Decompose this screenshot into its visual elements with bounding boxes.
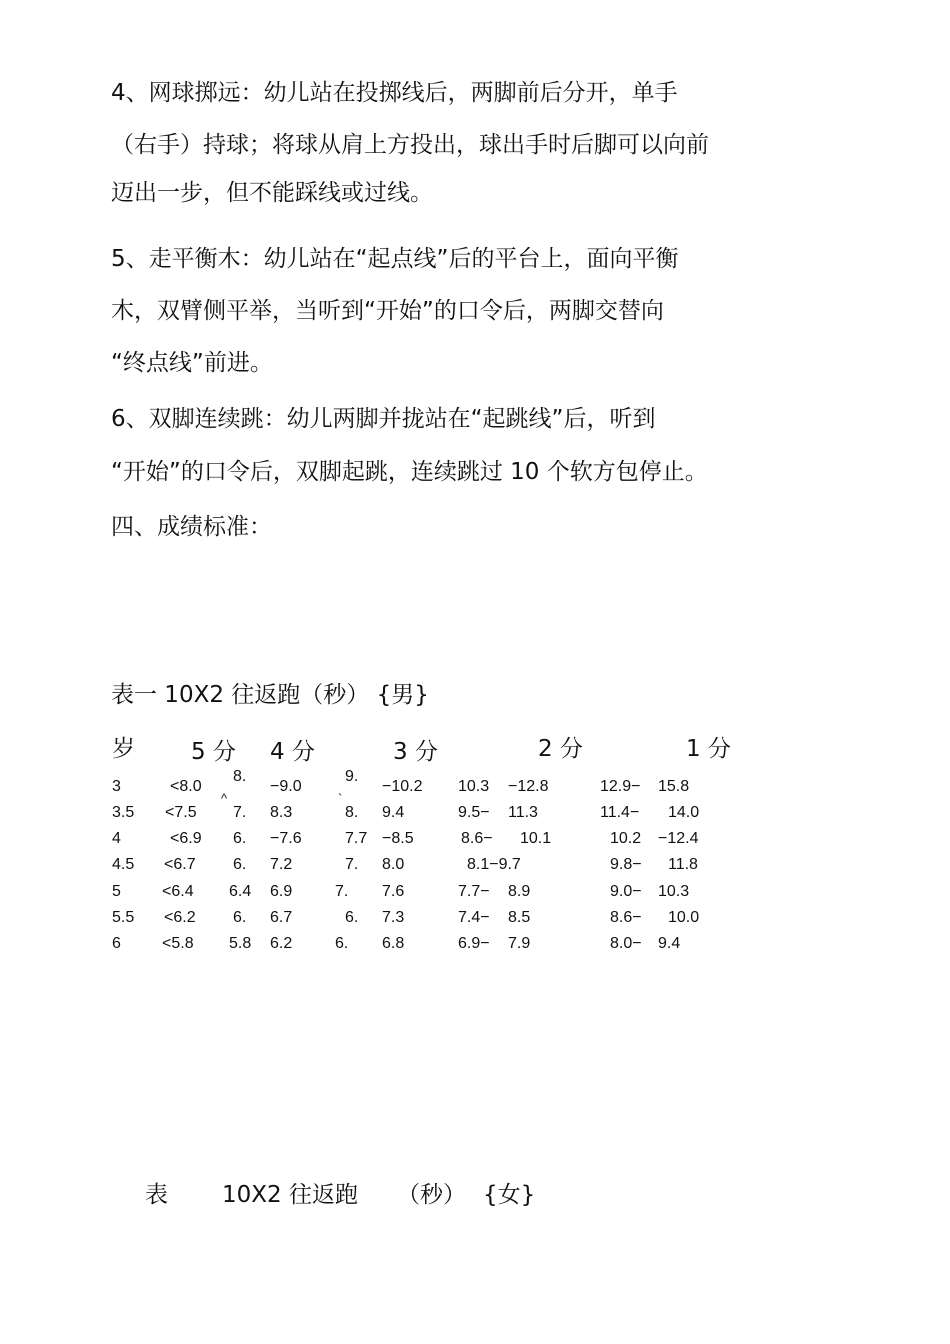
table1-cell-r3-c2: 6.: [233, 856, 247, 873]
table1-cell-r6-c6: 6.9−: [458, 935, 490, 952]
table1-cell-r3-c3: 7.2: [270, 856, 293, 873]
table1-cell-r3-c9: 11.8: [668, 856, 698, 873]
para-6-line-2: “开始”的口令后，双脚起跳，连续跳过 10 个软方包停止。: [111, 459, 708, 485]
table1-cell-r3-c4: 7.: [345, 856, 359, 873]
para-6-line-1: 6、双脚连续跳：幼儿两脚并拢站在“起跳线”后，听到: [111, 406, 656, 432]
table1-cell-r0-c9: 15.8: [658, 778, 690, 795]
table1-cell-r5-c1: <6.2: [164, 909, 196, 926]
table1-cell-r3-c1: <6.7: [164, 856, 196, 873]
table1-cell-r3-c6: 8.1−9.7: [467, 856, 521, 873]
table1-cell-r2-c4: 7.7: [345, 830, 368, 847]
table1-cell-r6-c2: 5.8: [229, 935, 252, 952]
table1-cell-r2-c2: 6.: [233, 830, 247, 847]
table2-caption-title: 10X2 往返跑: [222, 1182, 358, 1208]
para-4-line-3: 迈出一步，但不能踩线或过线。: [111, 180, 433, 206]
para-5-line-3: “终点线”前进。: [111, 350, 273, 376]
table1-cell-r4-c7: 8.9: [508, 883, 531, 900]
table1-cell-r4-c6: 7.7−: [458, 883, 490, 900]
table1-cell-r2-c0: 4: [112, 830, 121, 847]
table1-cell-r1-c8: 11.4−: [600, 804, 640, 821]
table1-cell-r1-c4: 8.: [345, 804, 359, 821]
table1-header-5: 5 分: [191, 739, 236, 765]
table1-cell-r3-c5: 8.0: [382, 856, 405, 873]
table1-cell-r5-c3: 6.7: [270, 909, 293, 926]
table1-caption: 表一 10X2 往返跑（秒） {男}: [111, 682, 429, 708]
table1-cell-r1-c6: 9.5−: [458, 804, 490, 821]
table1-cell-r1-c1: <7.5: [165, 804, 197, 821]
table1-cell-r1-c3: 8.3: [270, 804, 293, 821]
table1-cell-r6-c8: 8.0−: [610, 935, 642, 952]
table1-cell-r4-c8: 9.0−: [610, 883, 642, 900]
table1-cell-r4-c4: 7.: [335, 883, 349, 900]
table1-cell-r2-c6: 8.6−: [461, 830, 493, 847]
table1-cell-r6-c1: <5.8: [162, 935, 194, 952]
table2-caption-unit: （秒）: [397, 1182, 466, 1208]
table1-artifact-caret: ^: [221, 791, 228, 806]
table1-cell-r4-c0: 5: [112, 883, 121, 900]
table1-cell-r0-c0: 3: [112, 778, 121, 795]
table1-artifact-tick: `: [338, 791, 343, 806]
table1-cell-r5-c0: 5.5: [112, 909, 135, 926]
table1-cell-r2-c5: −8.5: [382, 830, 414, 847]
table1-cell-r0-c3: −9.0: [270, 778, 302, 795]
table1-cell-r6-c9: 9.4: [658, 935, 681, 952]
table1-cell-r0-c5: −10.2: [382, 778, 423, 795]
table1-cell-r5-c7: 8.5: [508, 909, 531, 926]
para-5-line-1: 5、走平衡木：幼儿站在“起点线”后的平台上，面向平衡: [111, 246, 679, 272]
table1-cell-r1-c5: 9.4: [382, 804, 405, 821]
para-4-line-1: 4、网球掷远：幼儿站在投掷线后，两脚前后分开，单手: [111, 80, 678, 106]
table1-cell-r6-c4: 6.: [335, 935, 349, 952]
table1-cell-r5-c2: 6.: [233, 909, 247, 926]
table1-cell-r5-c9: 10.0: [668, 909, 700, 926]
table1-cell-r4-c9: 10.3: [658, 883, 690, 900]
table1-header-3: 3 分: [393, 739, 438, 765]
table1-cell-r6-c5: 6.8: [382, 935, 405, 952]
table1-header-4: 4 分: [270, 739, 315, 765]
table1-cell-r6-c0: 6: [112, 935, 121, 952]
table1-header-age: 岁: [112, 736, 135, 762]
table1-cell-r0-c1: <8.0: [170, 778, 202, 795]
table1-cell-r0-c6: 10.3: [458, 778, 490, 795]
table1-cell-r0-c8: 12.9−: [600, 778, 641, 795]
table1-header-1: 1 分: [686, 736, 731, 762]
table1-cell-r4-c3: 6.9: [270, 883, 293, 900]
table1-cell-r2-c7: 10.1: [520, 830, 552, 847]
table1-cell-r4-c2: 6.4: [229, 883, 252, 900]
table1-cell-r1-c7: 11.3: [508, 804, 538, 821]
table1-cell-r4-c1: <6.4: [162, 883, 194, 900]
para-5-line-2: 木，双臂侧平举，当听到“开始”的口令后，两脚交替向: [111, 298, 664, 324]
para-4-line-2: （右手）持球；将球从肩上方投出，球出手时后脚可以向前: [111, 132, 709, 158]
table1-cell-r5-c6: 7.4−: [458, 909, 490, 926]
table2-caption-gender: {女}: [483, 1182, 536, 1208]
section-heading: 四、成绩标准：: [111, 514, 272, 540]
table1-cell-r3-c0: 4.5: [112, 856, 135, 873]
table1-cell-r0-c7: −12.8: [508, 778, 549, 795]
table1-cell-r2-c9: −12.4: [658, 830, 699, 847]
table1-cell-r5-c8: 8.6−: [610, 909, 642, 926]
table1-cell-r2-c1: <6.9: [170, 830, 202, 847]
table1-cell-r4-c5: 7.6: [382, 883, 405, 900]
table1-header-2: 2 分: [538, 736, 583, 762]
table1-cell-r6-c7: 7.9: [508, 935, 531, 952]
table1-cell-r2-c3: −7.6: [270, 830, 302, 847]
table2-caption-prefix: 表: [145, 1182, 168, 1208]
table1-cell-r1-c2: 7.: [233, 804, 247, 821]
table1-cell-r3-c8: 9.8−: [610, 856, 642, 873]
table1-cell-r5-c4: 6.: [345, 909, 359, 926]
table1-cell-r2-c8: 10.2: [610, 830, 642, 847]
table1-cell-r1-c0: 3.5: [112, 804, 135, 821]
table1-cell-r0-c2: 8.: [233, 768, 247, 785]
table1-cell-r1-c9: 14.0: [668, 804, 700, 821]
table1-cell-r6-c3: 6.2: [270, 935, 293, 952]
table1-cell-r0-c4: 9.: [345, 768, 359, 785]
table1-cell-r5-c5: 7.3: [382, 909, 405, 926]
